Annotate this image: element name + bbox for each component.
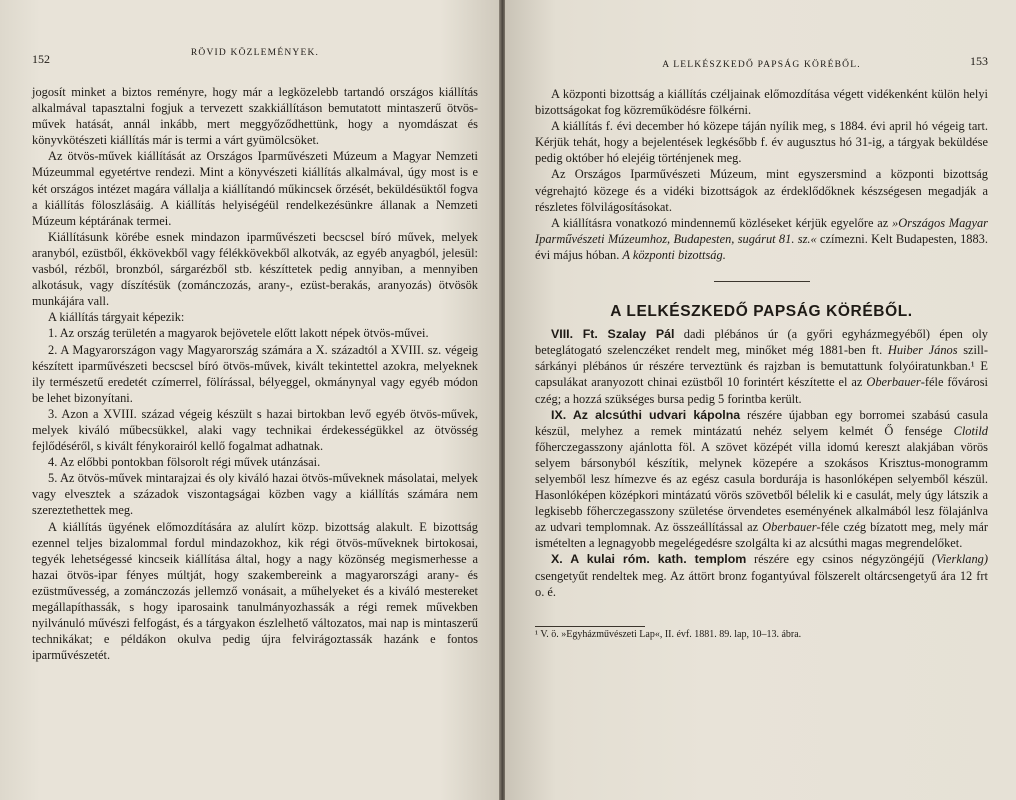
paragraph: Az Országos Iparművészeti Múzeum, mint egyszersmind a központi bizottság végrehajtó közege és a vidéki bizottságok az érdeklődőknek készségesen megadják a részletes fölvilágosításokat. xyxy=(535,167,988,214)
paragraph: A kiállítás tárgyait képezik: xyxy=(48,310,185,325)
section-divider xyxy=(714,281,810,282)
address-text: »Országos Magyar Iparművészeti Múzeumhoz, Budapesten, sugárut 81. sz.« xyxy=(535,215,988,246)
item-text: csengetyűt rendeltek meg. Az áttört bronz fogantyúval fölszerelt oltárcsengetyű ára 12 frt o. é. xyxy=(535,568,988,599)
item-text: -féle fővárosi czég; a hozzá szükséges bursa pedig 5 forintba került. xyxy=(535,375,988,406)
item-lead: X. A kulai róm. kath. templom xyxy=(551,552,747,567)
item-italic: Oberbauer xyxy=(762,520,817,535)
left-body-text xyxy=(32,84,478,663)
item-italic: (Vierklang) xyxy=(931,552,989,567)
item-ix xyxy=(535,407,988,552)
paragraph: A kiállítás ügyének előmozdítására az alulírt közp. bizottság alakult. E bizottság ezennel teljes bizalommal fordul mindazokhoz, kik régi ötvös-műveknek birtokosai, tegyék lehetségessé kincseik kiállítása által, hogy a nagy közönség megismerhesse a hazai ötvös-ipar fényes múltját, hogy szakembereink a magyarországi arany- és ezüstművesség, a zománczozás jellemző vonásait, a műhelyeket és a kiváló mestereket megállapíthassák, s hogy iparosaink tanulmányozhassák a régi remek művekben nyilvánuló művészi felfogást, és a tárgyakon észlelhető változatos, mai nap is mintaszerű technikákat; e példákon okulva pedig újra felvirágoztassák hazánk e fontos iparművészetét. xyxy=(32,519,478,663)
item-lead: IX. Az alcsúthi udvari kápolna xyxy=(551,407,741,422)
closing-lead: A kiállításra vonatkozó mindennemű közléseket kérjük egyelőre az xyxy=(551,215,889,230)
right-body-text xyxy=(535,86,988,643)
item-text: részére újabban egy borromei szabású casula készül, melyhez a remek mintázatú nehéz selyem kelmét Ő fensége xyxy=(535,407,988,438)
right-running-title: A LELKÉSZKEDŐ PAPSÁG KÖRÉBŐL. xyxy=(662,60,861,70)
item-text: dadi plébános úr (a győri egyházmegyéből) épen oly beteglátogató szelenczéket rendelt meg, minőket még 1881-ben ft. xyxy=(535,327,988,358)
paragraph: Kiállításunk körébe esnek mindazon iparművészeti becscsel bíró művek, melyek aranyból, ezüstből, ékkövekből vagy félékkövekből alkotvák, az egyéb anyagból, jelesül: vasból, rézből, bronzból, sárgarézből stb. készíttetek pedig annyiban, a mennyiben alkotásuk, vagy díszítésük (zománczozás, arany-, ezüst-berakás, aranyozás) ötvösök munkájára vall. xyxy=(32,229,478,309)
left-running-title: RÖVID KÖZLEMÉNYEK. xyxy=(190,48,320,58)
left-page-number: 152 xyxy=(32,52,50,66)
right-page xyxy=(505,0,1016,800)
signature: A központi bizottság. xyxy=(622,247,726,262)
item-text: főherczegasszony ajánlotta föl. A szövet középét villa idomú kereszt alakjában vörös selyem bársonyból készítik, melynek közepére a szokásos Krisztus-monogramm selyemből lesz hímezve és az egész casula bordurája is hasonlóképen selyemből készül. Hasonlóképen középkori mintázatú vörös szövetből bélelik ki e casulát, mely úgy látszik a legkisebb főherczegasszony születése örvendetes eseményének alkalmából lesz fölajánlva az udvari templomnak. Az összeállítással az xyxy=(535,439,988,535)
list-item: 5. Az ötvös-művek mintarajzai és oly kiváló hazai ötvös-műveknek másolatai, melyek vagy elvesztek a századok viszontagságai közben vagy a kiállítás számára nem szereztethettek meg. xyxy=(32,471,478,518)
paragraph: A központi bizottság a kiállítás czéljainak előmozdítása végett vidékenként külön helyi bizottságokat fog közreműködésre fölkérni. xyxy=(535,87,988,118)
item-italic: Oberbauer xyxy=(866,375,921,390)
item-lead: VIII. Ft. Szalay Pál xyxy=(551,327,675,342)
left-page xyxy=(0,0,500,800)
list-item: 1. Az ország területén a magyarok bejövetele előtt lakott népek ötvös-művei. xyxy=(48,326,429,341)
item-text: szill-sárkányi plébános úr részére terveztünk és rajzban is bemutattunk folyóiratunkban.¹ E capsulákat aranyozott chinai ezüstből 10 forintért készítette el az xyxy=(535,343,988,390)
closing-paragraph xyxy=(535,215,988,263)
section-title: A LELKÉSZKEDŐ PAPSÁG KÖRÉBŐL. xyxy=(610,303,913,321)
item-italic: Huiber János xyxy=(887,343,958,358)
closing-mid: czímezni. Kelt Budapesten, 1883. évi május hóban. xyxy=(535,231,988,262)
item-x xyxy=(535,551,988,599)
list-item: 3. Azon a XVIII. század végeig készült s hazai birtokban levő egyéb ötvös-művek, melyek kiváló műbecsükkel, alaki vagy technikai érdekességükkel az ötvösség fejlődéséről, s kivált fénykorairól kellő fogalmat adhatnak. xyxy=(32,406,478,454)
list-item: 4. Az előbbi pontokban fölsorolt régi művek utánzásai. xyxy=(48,455,321,470)
paragraph: Az ötvös-művek kiállítását az Országos Iparművészeti Múzeum a Magyar Nemzeti Múzeummal egyetértve rendezi. Mint a könyvészeti kiállítás alkalmával, úgy most is e két országos intézet magára vállalja a kiállítandó műkincsek őrzését, beküldésüktől fogva a kiállítás föloszlásáig. A kiállítás helyiségéül rendelkezésünkre állanak a Nemzeti Múzeum képtárának termei. xyxy=(32,149,478,228)
item-italic: Clotild xyxy=(953,423,988,438)
left-running-head xyxy=(32,44,478,64)
item-text: részére egy csinos négyzöngéjű xyxy=(753,552,925,567)
paragraph: jogosít minket a biztos reményre, hogy már a legközelebb tartandó országos kiállítás alkalmával tapasztalni fogjuk a tervezett szakkiállításon bemutatott mintaszerű ötvös-művek hatását, annál inkább, mert meggyőződhettünk, hogy a nyomdászat és könyvkötészeti kiállítás már is termi a várt gyümölcsöket. xyxy=(32,85,478,148)
item-viii xyxy=(535,326,988,406)
footnote: ¹ V. ö. »Egyházművészeti Lap«, II. évf. 1881. 89. lap, 10–13. ábra. xyxy=(535,628,802,640)
right-running-head xyxy=(535,44,988,70)
item-text: -féle czég bízatott meg, mely már ismételten a legnagyobb megelégedésre szolgálta ki az alcsúthi magas megrendelőket. xyxy=(535,520,988,551)
paragraph: A kiállítás f. évi december hó közepe táján nyílik meg, s 1884. évi april hó végeig tart. Kérjük tehát, hogy a bejelentések legkésőbb f. év augusztus hó 31-ig, a tárgyak beküldése pedig október hó elejéig történjenek meg. xyxy=(535,119,988,166)
list-item: 2. A Magyarországon vagy Magyarország számára a X. századtól a XVIII. sz. végeig készített iparművészeti becscsel bíró ötvös-művek, kivált tekintettel azokra, melyeknek ily természetű eredetét czímerrel, fölírással, bélyeggel, okmánynyal vagy egyéb módon be lehet bizonyítani. xyxy=(32,342,478,405)
right-page-number: 153 xyxy=(970,54,988,68)
